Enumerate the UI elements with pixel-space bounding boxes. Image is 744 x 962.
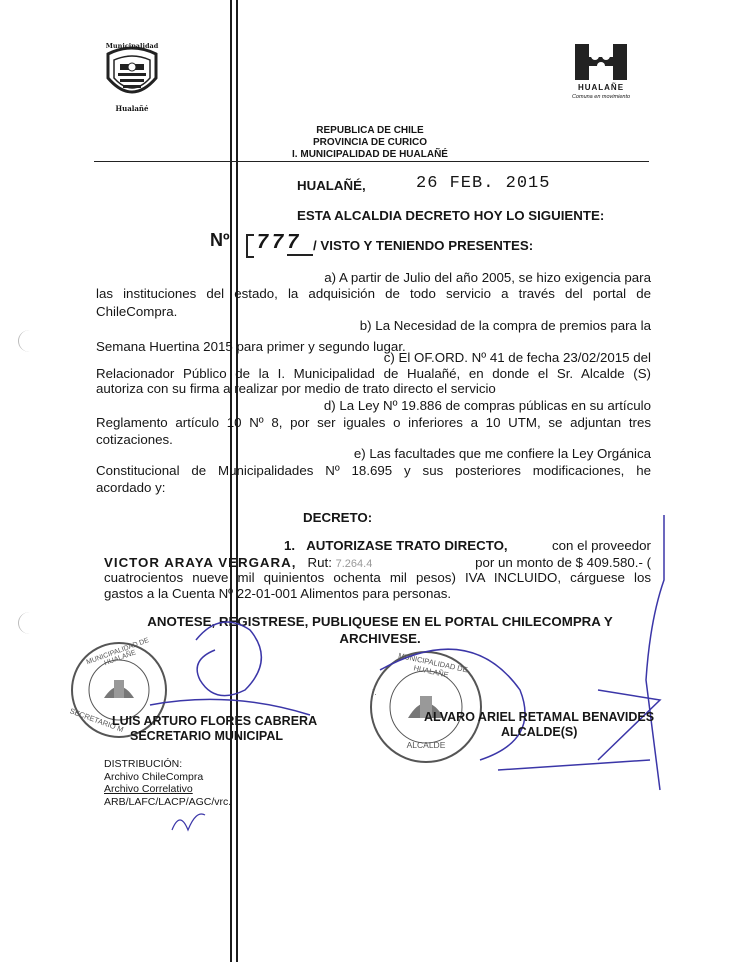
place-label: HUALAÑÉ, <box>297 178 366 193</box>
header-line1: REPUBLICA DE CHILE <box>316 125 424 136</box>
distribution-title: DISTRIBUCIÓN: <box>104 758 183 770</box>
item1-rut-value: 7.264.4 <box>335 558 373 570</box>
intro-line: ESTA ALCALDIA DECRETO HOY LO SIGUIENTE: <box>297 208 605 223</box>
mayor-stamp-bottom-text: ALCALDE <box>406 740 446 750</box>
crest-text-bottom: Hualañé <box>115 104 149 113</box>
para-d-line1: d) La Ley Nº 19.886 de compras públicas en su artículo <box>323 398 651 413</box>
closing-line1: ANOTESE, REGISTRESE, PUBLIQUESE EN EL PORTAL CHILECOMPRA Y <box>147 614 613 629</box>
secretary-stamp-bottom-text: SECRETARIO M <box>68 706 125 735</box>
para-e-line1: e) Las facultades que me confiere la Ley Orgánica <box>353 446 651 461</box>
crest-text-top: Municipalidad <box>105 42 159 50</box>
item1-num: 1. <box>284 538 296 553</box>
item1-line2: cuatrocientos nueve mil quinientos ochenta mil pesos) IVA INCLUIDO, cárguese los <box>104 570 651 585</box>
decree-number-underline <box>287 254 313 256</box>
secretary-stamp-top-text: MUNICIPALIDAD DE HUALAÑE <box>85 637 151 668</box>
document-header <box>260 125 480 161</box>
para-e-line3: acordado y: <box>96 480 166 495</box>
mayor-stamp-left-text: I. <box>372 688 377 697</box>
para-a-line3: ChileCompra. <box>96 304 178 319</box>
header-line2: PROVINCIA DE CURICO <box>312 137 428 148</box>
item1-line1 <box>284 538 651 553</box>
signatory-left-title: SECRETARIO MUNICIPAL <box>130 729 284 743</box>
crest-icon <box>104 44 160 104</box>
para-d-line2: Reglamento artículo 10 Nº 8, por ser iguales o inferiores a 10 UTM, se adjuntan tres <box>96 415 651 430</box>
signatory-right-title: ALCALDE(S) <box>501 725 578 739</box>
distribution-item: ARB/LAFC/LACP/AGC/vrc. <box>104 795 232 808</box>
para-e-line2: Constitucional de Municipalidades Nº 18.695 y sus posteriores modificaciones, he <box>96 463 651 478</box>
item1-amount: por un monto de $ 409.580.- ( <box>475 555 651 570</box>
brand-tagline: Comuna en movimiento <box>571 94 631 100</box>
hualane-brand-logo <box>565 44 637 106</box>
date-stamp: 26 FEB. 2015 <box>416 174 551 193</box>
header-line3: I. MUNICIPALIDAD DE HUALAÑÉ <box>292 149 448 160</box>
distribution-item: Archivo Correlativo <box>104 783 193 795</box>
item1-rut-label: Rut: <box>307 555 332 570</box>
signatory-left-name: LUIS ARTURO FLORES CABRERA <box>112 714 318 728</box>
para-a-line2: las instituciones del estado, la adquisición de todo servicio a través del portal de <box>96 286 651 301</box>
closing-line2: ARCHIVESE. <box>339 631 421 646</box>
mayor-stamp <box>366 648 486 766</box>
item1-rest: con el proveedor <box>551 538 651 553</box>
decree-number: 777 <box>257 231 303 253</box>
punch-hole-bottom <box>18 612 41 634</box>
para-a-line1: a) A partir de Julio del año 2005, se hizo exigencia para <box>324 270 651 285</box>
municipal-crest-logo <box>104 44 160 116</box>
punch-hole-top <box>18 330 41 352</box>
item1-title: AUTORIZASE TRATO DIRECTO, <box>306 538 508 553</box>
signatory-right-name: ALVARO ARIEL RETAMAL BENAVIDES <box>424 710 655 724</box>
item1-line3: gastos a la Cuenta Nº 22-01-001 Alimentos para personas. <box>104 586 452 601</box>
para-c-line2: Relacionador Público de la I. Municipalidad de Hualañé, en donde el Sr. Alcalde (S) <box>96 366 651 381</box>
distribution-block <box>104 758 231 808</box>
decree-number-bracket <box>246 234 254 258</box>
brand-name: HUALAÑE <box>577 83 625 92</box>
para-b-line2: Semana Huertina 2015 para primer y segundo lugar. <box>96 339 406 354</box>
decreto-title: DECRETO: <box>303 510 373 525</box>
para-c-line3: autoriza con su firma a realizar por medio de trato directo el servicio <box>96 381 496 396</box>
hualane-h-icon <box>573 44 629 80</box>
decree-number-label: Nº <box>210 230 230 250</box>
para-c-line1: c) El OF.ORD. Nº 41 de fecha 23/02/2015 del <box>383 350 651 365</box>
mayor-stamp-top-text: MUNICIPALIDAD DE HUALAÑE <box>397 650 469 680</box>
visto-line: / VISTO Y TENIENDO PRESENTES: <box>313 238 534 253</box>
para-d-line3: cotizaciones. <box>96 432 173 447</box>
distribution-item: Archivo ChileCompra <box>104 770 204 783</box>
item1-vendor: VICTOR ARAYA VERGARA, <box>104 555 297 570</box>
para-b-line1: b) La Necesidad de la compra de premios para la <box>359 318 651 333</box>
header-rule <box>94 161 649 162</box>
item1-vendor-line <box>104 555 651 570</box>
